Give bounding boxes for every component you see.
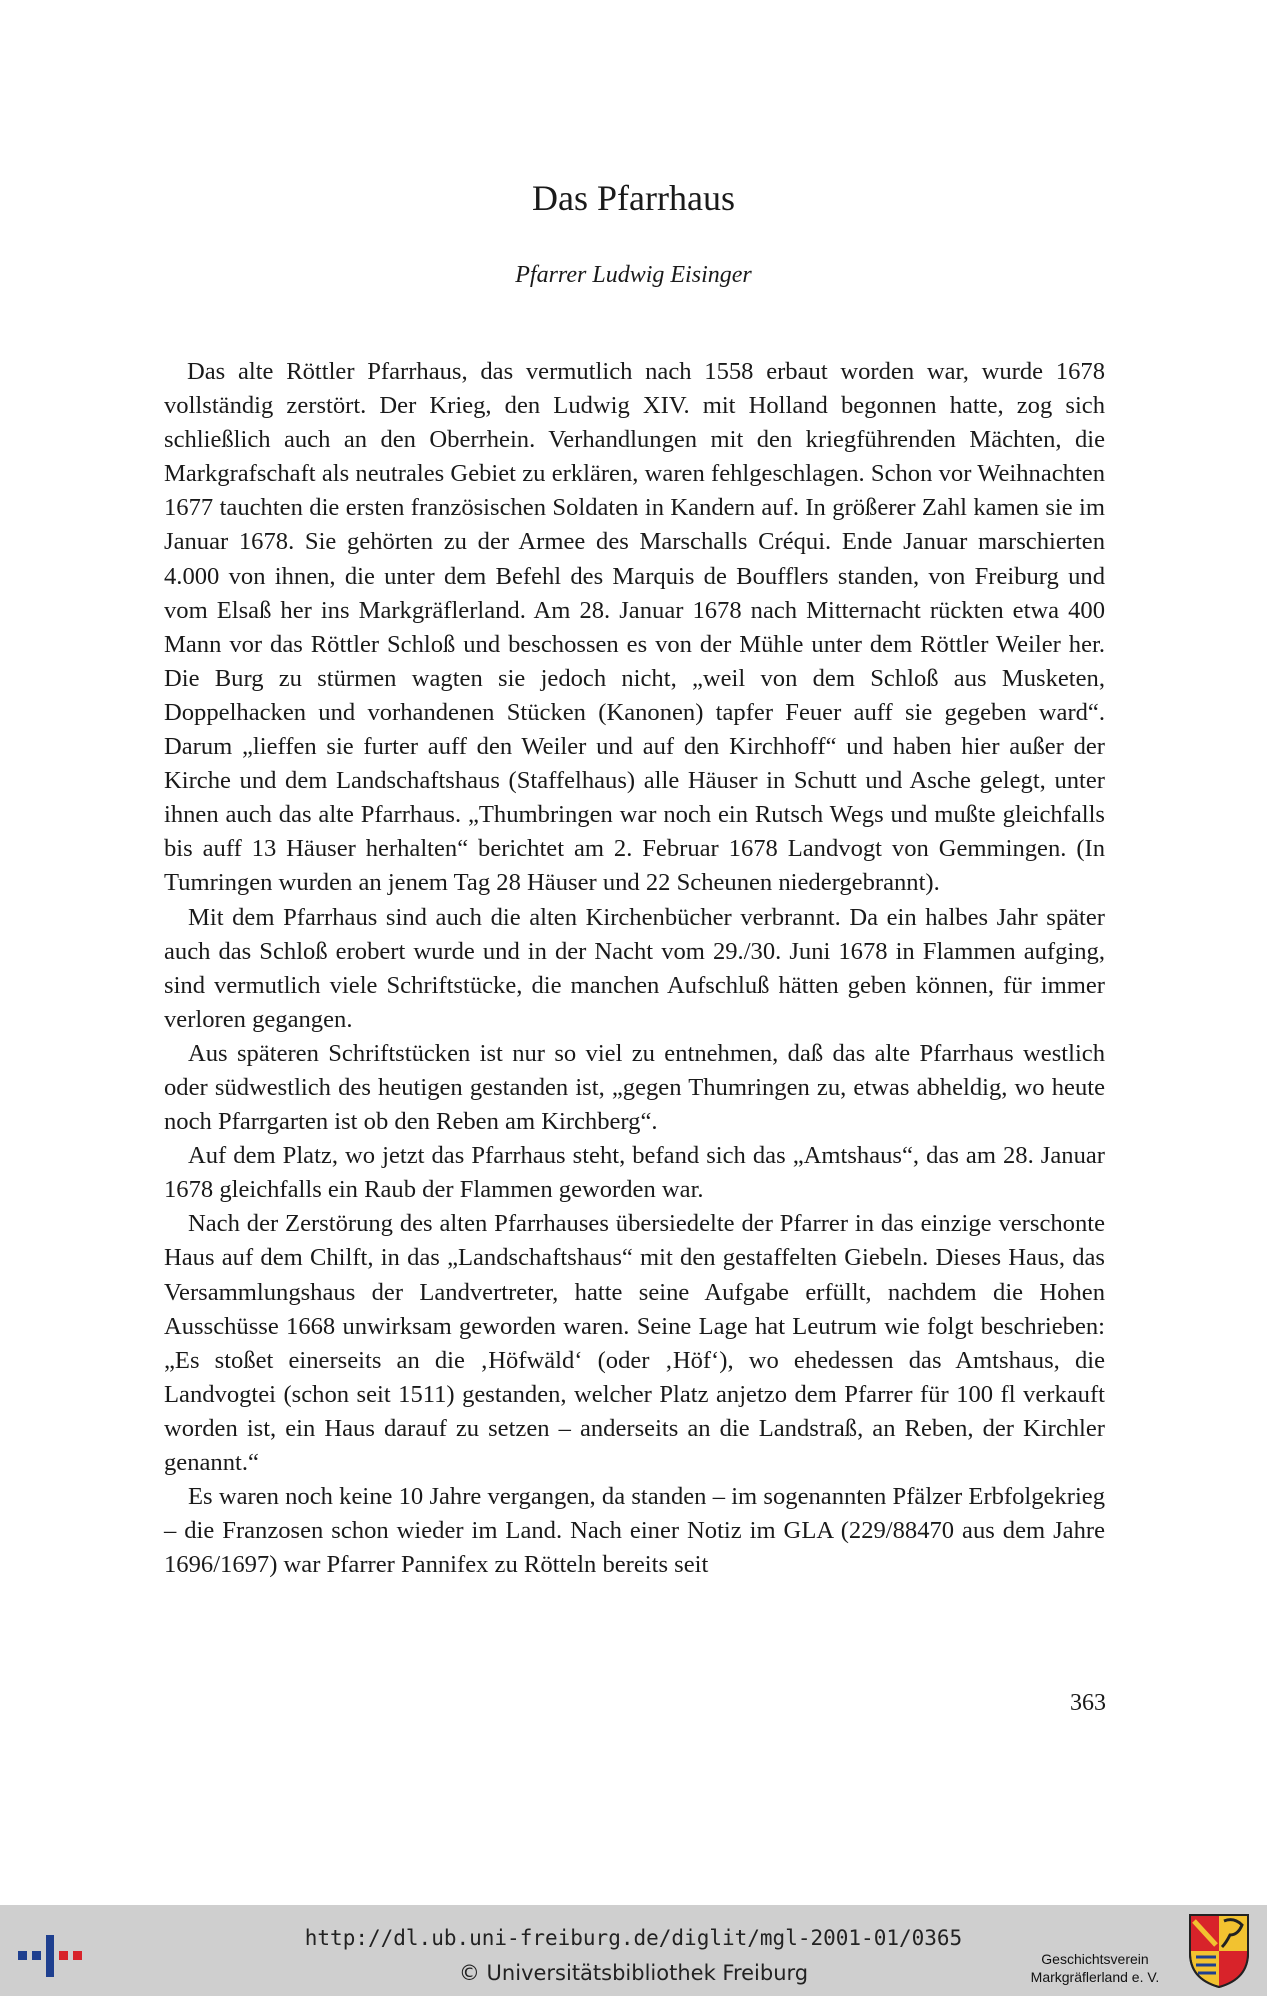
article-title: Das Pfarrhaus [532,178,735,218]
paragraph-1: Das alte Röttler Pfarrhaus, das vermutlich nach 1558 erbaut worden war, wurde 1678 vollständig zerstört. Der Krieg, den Ludwig XIV. mit Holland begonnen hatte, zog sich schließlich auch an den Oberrhein. Verhandlungen mit den kriegführenden Mächten, die Markgrafschaft als neutrales Gebiet zu erklären, waren fehlgeschlagen. Schon vor Weihnachten 1677 tauchten die ersten französischen Soldaten in Kandern auf. In größerer Zahl kamen sie im Januar 1678. Sie gehörten zu der Armee des Marschalls Créqui. Ende Januar marschierten 4.000 von ihnen, die unter dem Befehl des Marquis de Boufflers standen, von Freiburg und vom Elsaß her ins Markgräflerland. Am 28. Januar 1678 nach Mitternacht rückten etwa 400 Mann vor das Röttler Schloß und beschossen es von der Mühle unter dem Röttler Weiler her. Die Burg zu stürmen wagten sie jedoch nicht, „weil von dem Schloß aus Musketen, Doppelhacken und vorhandenen Stücken (Kanonen) tapfer Feuer auff sie gegeben ward“. Darum „lieffen sie furter auff den Weiler und auf den Kirchhoff“ und haben hier außer der Kirche und dem Landschaftshaus (Staffelhaus) alle Häuser in Schutt und Asche gelegt, unter ihnen auch das alte Pfarrhaus. „Thumbringen war noch ein Rutsch Wegs und mußte gleichfalls bis auff 13 Häuser herhalten“ berichtet am 2. Februar 1678 Landvogt von Gemmingen. (In Tumringen wurden an jenem Tag 28 Häuser und 22 Scheunen niedergebrannt). [164,358,1105,897]
document-url-link[interactable]: http://dl.ub.uni-freiburg.de/diglit/mgl-2001-01/0365 [304,1926,963,1950]
society-name [1010,1950,1180,1986]
paragraph-4: Auf dem Platz, wo jetzt das Pfarrhaus steht, befand sich das „Amtshaus“, das am 28. Januar 1678 gleichfalls ein Raub der Flammen geworden war. [164,1142,1105,1204]
paragraph-3: Aus späteren Schriftstücken ist nur so viel zu entnehmen, daß das alte Pfarrhaus westlich oder südwestlich des heutigen gestanden ist, „gegen Thumringen zu, etwas abheldig, wo heute noch Pfarrgarten ist ob den Reben am Kirchberg“. [164,1039,1105,1136]
page-number: 363 [1070,1690,1106,1716]
society-name-line-2: Markgräflerland e. V. [1030,1969,1160,1985]
article-author: Pfarrer Ludwig Eisinger [515,262,752,288]
paragraph-6: Es waren noch keine 10 Jahre vergangen, da standen – im sogenannten Pfälzer Erbfolgekrieg – die Franzosen schon wieder im Land. Nach einer Notiz im GLA (229/88470 aus dem Jahre 1696/1697) war Pfarrer Pannifex zu Rötteln bereits seit [164,1483,1105,1579]
copyright-notice: © Universitätsbibliothek Freiburg [458,1961,809,1985]
footer-bar [0,1905,1267,1996]
article-body [164,355,1105,1582]
coat-of-arms-icon [1188,1913,1250,1989]
paragraph-5: Nach der Zerstörung des alten Pfarrhauses übersiedelte der Pfarrer in das einzige verschonte Haus auf dem Chilft, in das „Landschaftshaus“ mit den gestaffelten Giebeln. Dieses Haus, das Versammlungshaus der Landvertreter, hatte seine Aufgabe erfüllt, nachdem die Hohen Ausschüsse 1668 unwirksam geworden waren. Seine Lage hat Leutrum wie folgt beschrieben: „Es stoßet einerseits an die ‚Höfwäld‘ (oder ‚Höf‘), wo ehedessen das Amtshaus, die Landvogtei (schon seit 1511) gestanden, welcher Platz anjetzo dem Pfarrer für 100 fl verkauft worden ist, ein Haus darauf zu setzen – anderseits an die Landstraß, an Reben, der Kirchler genannt.“ [164,1210,1105,1476]
society-name-line-1: Geschichtsverein [1041,1951,1149,1967]
paragraph-2: Mit dem Pfarrhaus sind auch die alten Kirchenbücher verbrannt. Da ein halbes Jahr später auch das Schloß erobert wurde und in der Nacht vom 29./30. Juni 1678 in Flammen aufging, sind vermutlich viele Schriftstücke, die manchen Aufschluß hätten geben können, für immer verloren gegangen. [164,903,1105,1033]
